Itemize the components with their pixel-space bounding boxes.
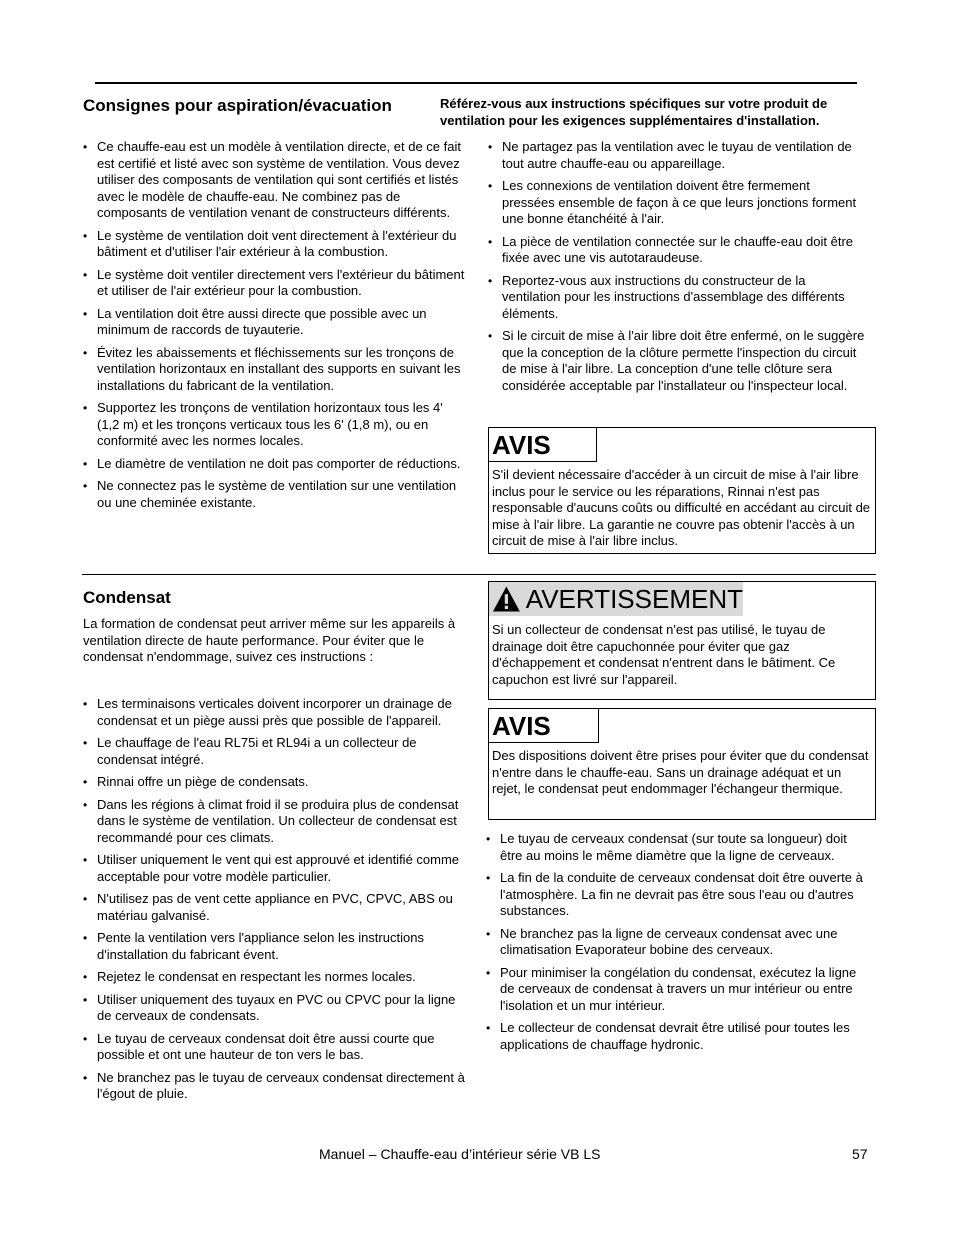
- list-item: • Supportez les tronçons de ventilation horizontaux tous les 4' (1,2 m) et les tronçons verticaux tous les 6' (1,8 m), ou en conformité avec les normes locales.: [83, 400, 468, 450]
- list-item: • Pour minimiser la congélation du condensat, exécutez la ligne de cerveaux de condensat à travers un mur intérieur ou entre l'isolation et un mur intérieur.: [486, 965, 866, 1015]
- section-divider: [82, 574, 876, 575]
- list-item: • Le système doit ventiler directement vers l'extérieur du bâtiment et utiliser de l'air extérieur pour la combustion.: [83, 267, 468, 300]
- list-item: • Rejetez le condensat en respectant les normes locales.: [83, 969, 468, 986]
- top-rule: [95, 82, 857, 84]
- list-item: • Ne partagez pas la ventilation avec le tuyau de ventilation de tout autre chauffe-eau ou appareillage.: [488, 139, 866, 172]
- list-item: • Utiliser uniquement le vent qui est approuvé et identifié comme acceptable pour votre modèle particulier.: [83, 852, 468, 885]
- list-item: • Les terminaisons verticales doivent incorporer un drainage de condensat et un piège aussi près que possible de l'appareil.: [83, 696, 468, 729]
- warning-title: AVERTISSEMENT: [525, 584, 743, 614]
- list-item: • Ce chauffe-eau est un modèle à ventilation directe, et de ce fait est certifié et listé avec son système de ventilation. Vous devez utiliser des composants de ventilation qui sont certifiés et listés avec le modèle de chauffe-eau. Ne combinez pas de composants de ventilation venant de constructeurs différents.: [83, 139, 468, 222]
- notice-box-condensate: [488, 708, 876, 820]
- footer-page-number: 57: [852, 1146, 868, 1162]
- list-item: • Le tuyau de cerveaux condensat doit être aussi courte que possible et ont une hauteur de ton vers le bas.: [83, 1031, 468, 1064]
- list-item: • Ne branchez pas le tuyau de cerveaux condensat directement à l'égout de pluie.: [83, 1070, 468, 1103]
- section-title-venting: Consignes pour aspiration/évacuation: [83, 96, 392, 115]
- list-item: • Les connexions de ventilation doivent être fermement pressées ensemble de façon à ce que leurs jonctions forment une bonne étanchéité à l'air.: [488, 178, 866, 228]
- list-item: • La ventilation doit être aussi directe que possible avec un minimum de raccords de tuyauterie.: [83, 306, 468, 339]
- warning-title-bar: [489, 582, 743, 616]
- list-item: • Le chauffage de l'eau RL75i et RL94i a un collecteur de condensat intégré.: [83, 735, 468, 768]
- section-title-condensate: Condensat: [83, 588, 171, 607]
- notice-title: AVIS: [489, 709, 599, 743]
- list-item: • La pièce de ventilation connectée sur le chauffe-eau doit être fixée avec une vis autotaraudeuse.: [488, 234, 866, 267]
- list-item: • Le diamètre de ventilation ne doit pas comporter de réductions.: [83, 456, 468, 473]
- list-item: • Le collecteur de condensat devrait être utilisé pour toutes les applications de chauffage hydronic.: [486, 1020, 866, 1053]
- list-item: • Le système de ventilation doit vent directement à l'extérieur du bâtiment et d'utiliser l'air extérieur à la combustion.: [83, 228, 468, 261]
- notice-text: S'il devient nécessaire d'accéder à un circuit de mise à l'air libre inclus pour le service ou les réparations, Rinnai n'est pas responsable d'aucuns coûts ou difficulté en accédant au circuit de mise à l'air libre. La garantie ne couvre pas obtenir l'accès à un circuit de mise à l'air libre inclus.: [492, 467, 871, 548]
- notice-text: Des dispositions doivent être prises pour éviter que du condensat n'entre dans le chauffe-eau. Sans un drainage adéquat et un rejet, le condensat peut endommager l'échangeur thermique.: [492, 748, 869, 796]
- warning-box: [488, 581, 876, 700]
- reference-note: Référez-vous aux instructions spécifiques sur votre produit de ventilation pour les exigences supplémentaires d'installation.: [440, 96, 828, 128]
- condensate-left-list: [83, 696, 468, 1109]
- list-item: • Pente la ventilation vers l'appliance selon les instructions d'installation du fabricant évent.: [83, 930, 468, 963]
- venting-left-list: [83, 139, 468, 517]
- warning-triangle-icon: [491, 584, 522, 614]
- list-item: • Reportez-vous aux instructions du constructeur de la ventilation pour les instructions d'assemblage des différents éléments.: [488, 273, 866, 323]
- list-item: • Utiliser uniquement des tuyaux en PVC ou CPVC pour la ligne de cerveaux de condensats.: [83, 992, 468, 1025]
- condensate-intro: La formation de condensat peut arriver même sur les appareils à ventilation directe de haute performance. Pour éviter que le condensat n'endommage, suivez ces instructions :: [83, 616, 456, 664]
- condensate-right-list: [486, 831, 866, 1059]
- venting-right-list: [488, 139, 866, 400]
- list-item: • Le tuyau de cerveaux condensat (sur toute sa longueur) doit être au moins le même diamètre que la ligne de cerveaux.: [486, 831, 866, 864]
- list-item: • La fin de la conduite de cerveaux condensat doit être ouverte à l'atmosphère. La fin ne devrait pas être sous l'eau ou d'autres substances.: [486, 870, 866, 920]
- list-item: • Évitez les abaissements et fléchissements sur les tronçons de ventilation horizontaux en installant des supports en suivant les installations du fabricant de la ventilation.: [83, 345, 468, 395]
- list-item: • Rinnai offre un piège de condensats.: [83, 774, 468, 791]
- list-item: • Ne branchez pas la ligne de cerveaux condensat avec une climatisation Evaporateur bobine des cerveaux.: [486, 926, 866, 959]
- notice-title: AVIS: [489, 428, 597, 462]
- notice-box-venting: [488, 427, 876, 554]
- warning-text: Si un collecteur de condensat n'est pas utilisé, le tuyau de drainage doit être capuchonnée pour éviter que gaz d'échappement et condensat n'entrent dans le bâtiment. Ce capuchon est livré sur l'appareil.: [492, 622, 836, 687]
- list-item: • Si le circuit de mise à l'air libre doit être enfermé, on le suggère que la conception de la clôture permette l'inspection du circuit de mise à l'air libre. La conception d'une telle clôture sera considérée acceptable par l'installateur ou l'inspecteur local.: [488, 328, 866, 394]
- footer-manual-title: Manuel – Chauffe-eau d’intérieur série VB LS: [319, 1146, 601, 1162]
- list-item: • Dans les régions à climat froid il se produira plus de condensat dans le système de ventilation. Un collecteur de condensat est recommandé pour ces climats.: [83, 797, 468, 847]
- list-item: • Ne connectez pas le système de ventilation sur une ventilation ou une cheminée existante.: [83, 478, 468, 511]
- list-item: • N'utilisez pas de vent cette appliance en PVC, CPVC, ABS ou matériau galvanisé.: [83, 891, 468, 924]
